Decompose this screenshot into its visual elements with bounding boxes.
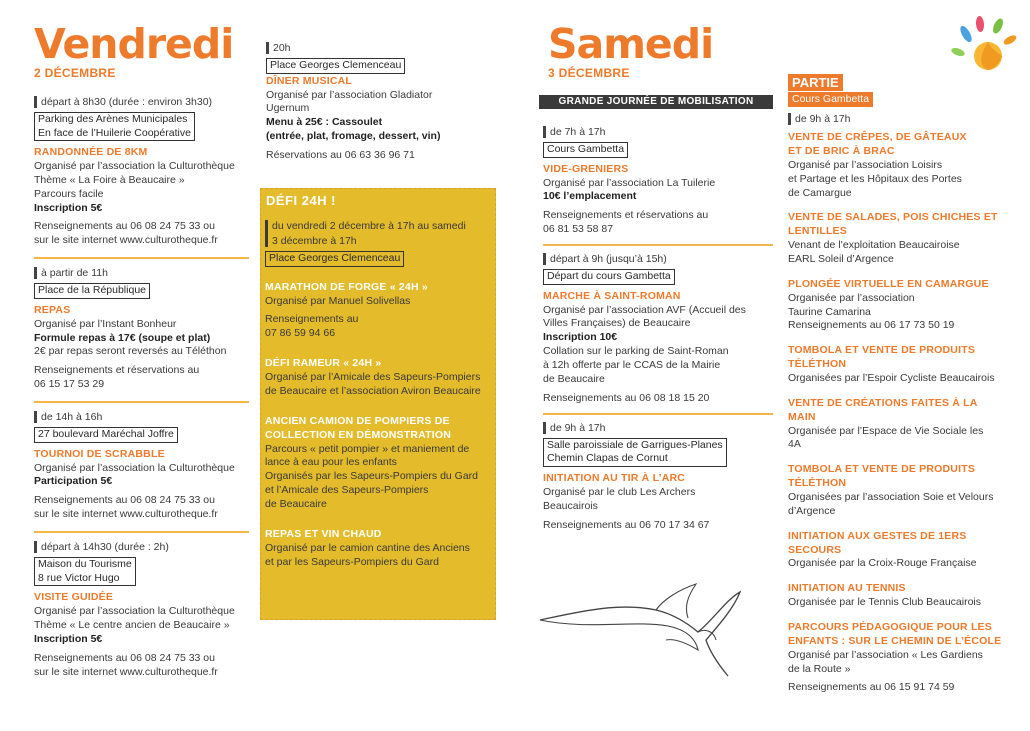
event-price: Participation 5€: [34, 475, 113, 488]
diner-menu-2: (entrée, plat, fromage, dessert, vin): [266, 130, 441, 143]
event-place-line: Salle paroissiale de Garrigues-Planes: [547, 438, 723, 451]
event-item: [34, 411, 249, 522]
partie-item-line: Organisé par l’association Loisirs: [788, 158, 943, 171]
partie-item: [788, 131, 1003, 200]
partie-item-line: Venant de l’exploitation Beaucairoise: [788, 239, 960, 252]
event-time: départ à 9h (jusqu’à 15h): [543, 253, 773, 265]
defi-item-line: lance à eau pour les enfants: [265, 456, 397, 469]
event-line: Thème « Le centre ancien de Beaucaire »: [34, 619, 230, 632]
partie-location: Cours Gambetta: [788, 92, 873, 107]
partie-item: [788, 397, 1003, 452]
partie-tag: PARTIE: [788, 74, 843, 91]
event-contact: 06 81 53 58 87: [543, 223, 614, 236]
defi-item-line: Organisé par le camion cantine des Anciens: [265, 541, 470, 554]
defi-item-heading: COLLECTION EN DÉMONSTRATION: [265, 428, 452, 441]
partie-item: [788, 621, 1003, 695]
event-contact: Renseignements au 06 08 18 15 20: [543, 391, 710, 404]
partie-item-line: de la Route »: [788, 662, 851, 675]
event-price: Formule repas à 17€ (soupe et plat): [34, 331, 211, 344]
event-time: à partir de 11h: [34, 267, 249, 279]
defi-time-1: du vendredi 2 décembre à 17h au samedi: [272, 220, 466, 232]
defi-place: Place Georges Clemenceau: [265, 251, 404, 267]
event-heading: REPAS: [34, 303, 71, 316]
event-contact: Renseignements au 06 08 24 75 33 ou: [34, 494, 215, 507]
partie-item-heading: PLONGÉE VIRTUELLE EN CAMARGUE: [788, 277, 989, 290]
partie-item-line: Organisées par l’Espoir Cycliste Beaucairois: [788, 371, 995, 384]
partie-item-heading: INITIATION AU TENNIS: [788, 582, 906, 595]
event-heading: TOURNOI DE SCRABBLE: [34, 447, 165, 460]
partie-item-heading: VENTE DE SALADES, POIS CHICHES ET: [788, 211, 998, 224]
event-line: à 12h offerte par le CCAS de la Mairie: [543, 359, 721, 371]
partie-item: [788, 344, 1003, 386]
event-separator: [34, 401, 249, 403]
event-separator: [543, 244, 773, 246]
event-separator: [34, 257, 249, 259]
defi-item-line: 07 86 59 94 66: [265, 327, 336, 340]
samedi-column: [543, 126, 773, 532]
defi-item-line: et par les Sapeurs-Pompiers du Gard: [265, 555, 439, 568]
event-line: Organisé par le club Les Archers: [543, 485, 696, 498]
partie-item: [788, 278, 1003, 333]
event-line: Organisé par l’association AVF (Accueil des: [543, 303, 746, 316]
samedi-events: [543, 126, 773, 532]
mobilisation-banner: GRANDE JOURNÉE DE MOBILISATION: [539, 95, 773, 109]
partie-item-heading: TOMBOLA ET VENTE DE PRODUITS: [788, 344, 976, 357]
partie-item-heading: MAIN: [788, 410, 816, 423]
partie-item-line: de Camargue: [788, 186, 852, 199]
event-place: [34, 557, 136, 586]
event-place-line: Place de la République: [38, 284, 146, 297]
event-line: Organisé par l’association La Tuilerie: [543, 176, 716, 189]
telethon-sun-logo-icon: [948, 14, 1018, 84]
partie-items: [788, 131, 1003, 695]
partie-item-line: 4A: [788, 438, 801, 451]
partie-item-line: Organisée par la Croix-Rouge Française: [788, 557, 977, 570]
event-line: Organisé par l’association la Culturothèque: [34, 160, 235, 173]
vendredi-events: [34, 96, 249, 680]
defi-item-heading: REPAS ET VIN CHAUD: [265, 527, 382, 540]
event-place-line: Parking des Arènes Municipales: [38, 112, 188, 125]
defi-item-line: et l’Amicale des Sapeurs-Pompiers: [265, 484, 429, 497]
event-item: [543, 253, 773, 406]
event-price: Inscription 5€: [34, 201, 103, 214]
partie-item: [788, 530, 1003, 572]
event-item: [543, 422, 773, 533]
event-place: [34, 112, 195, 141]
diner-heading: DÎNER MUSICAL: [266, 74, 353, 87]
diner-line-2: Ugernum: [266, 102, 310, 115]
partie-item-line: Renseignements au 06 17 73 50 19: [788, 319, 955, 332]
partie-item-heading: TOMBOLA ET VENTE DE PRODUITS: [788, 463, 976, 476]
defi-item-heading: DÉFI RAMEUR « 24H »: [265, 357, 382, 370]
defi-time-2: 3 décembre à 17h: [272, 235, 357, 248]
event-contact: sur le site internet www.culturotheque.fr: [34, 508, 218, 521]
defi-item-line: de Beaucaire: [265, 497, 327, 510]
event-line: Beaucairois: [543, 499, 598, 512]
partie-column: [788, 113, 1003, 706]
event-time: départ à 8h30 (durée : environ 3h30): [34, 96, 249, 108]
partie-item-line: et Partage et les Hôpitaux des Portes: [788, 172, 962, 185]
samedi-header: [548, 20, 778, 82]
event-heading: INITIATION AU TIR À L’ARC: [543, 471, 686, 484]
partie-item-heading: ENFANTS : SUR LE CHEMIN DE L’ÉCOLE: [788, 634, 1002, 647]
event-line: Organisé par l’association la Culturothèque: [34, 461, 235, 474]
event-place: [34, 427, 178, 443]
partie-item-heading: INITIATION AUX GESTES DE 1ERS SECOURS: [788, 529, 967, 556]
defi-item-line: Organisés par les Sapeurs-Pompiers du Gard: [265, 470, 479, 483]
samedi-title: Samedi: [548, 20, 714, 68]
defi-items: [265, 281, 493, 570]
event-heading: VIDE-GRENIERS: [543, 162, 629, 175]
partie-item: [788, 211, 1003, 266]
diner-place: Place Georges Clemenceau: [266, 58, 405, 74]
diner-line-1: Organisé par l’association Gladiator: [266, 88, 433, 101]
diner-block: [266, 42, 496, 163]
partie-item-line: Organisées par l’association Soie et Velours: [788, 490, 994, 503]
event-line: Thème « La Foire à Beaucaire »: [34, 173, 185, 186]
partie-item-line: Organisé par l’association « Les Gardiens: [788, 648, 983, 661]
samedi-date: 3 DÉCEMBRE: [548, 66, 630, 80]
event-item: [34, 267, 249, 392]
diner-info: Réservations au 06 63 36 96 71: [266, 149, 415, 161]
event-contact: sur le site internet www.culturotheque.fr: [34, 665, 218, 678]
vendredi-date: 2 DÉCEMBRE: [34, 66, 116, 80]
partie-item-heading: VENTE DE CRÉATIONS FAITES À LA: [788, 396, 978, 409]
event-line: Organisé par l’Instant Bonheur: [34, 317, 177, 330]
bird-line-drawing-icon: [538, 560, 758, 680]
defi-item-line: Organisé par Manuel Solivellas: [265, 294, 411, 307]
partie-item-heading: TÉLÉTHON: [788, 477, 847, 490]
event-line: 2€ par repas seront reversés au Téléthon: [34, 345, 227, 358]
event-place: [543, 438, 727, 467]
event-heading: MARCHE À SAINT-ROMAN: [543, 289, 681, 302]
diner-time: 20h: [266, 42, 496, 54]
event-line: Parcours facile: [34, 187, 104, 200]
defi-content: [265, 220, 493, 585]
event-place: [543, 269, 675, 285]
event-time: départ à 14h30 (durée : 2h): [34, 541, 249, 553]
event-contact: Renseignements et réservations au: [543, 209, 709, 222]
event-item: [543, 126, 773, 237]
partie-item-line: Renseignements au 06 15 91 74 59: [788, 681, 955, 694]
event-time: de 14h à 16h: [34, 411, 249, 423]
event-place-line: Cours Gambetta: [547, 143, 625, 156]
event-separator: [34, 531, 249, 533]
partie-item-line: Organisée par l’association: [788, 291, 915, 304]
partie-item: [788, 463, 1003, 518]
defi-item-line: Parcours « petit pompier » et maniement de: [265, 442, 470, 455]
defi-tag: DÉFI 24H !: [263, 192, 339, 209]
event-place-line: Chemin Clapas de Cornut: [547, 452, 668, 465]
event-place-line: Départ du cours Gambetta: [547, 270, 671, 283]
partie-item-line: Organisée par l’Espace de Vie Sociale les: [788, 424, 984, 437]
event-line: de Beaucaire: [543, 372, 605, 385]
event-contact: 06 15 17 53 29: [34, 378, 105, 391]
event-line: Villes Françaises) de Beaucaire: [543, 317, 691, 330]
event-contact: Renseignements et réservations au: [34, 364, 200, 377]
event-place: [543, 142, 628, 158]
event-separator: [543, 413, 773, 415]
event-item: [34, 96, 249, 248]
partie-item-heading: VENTE DE CRÊPES, DE GÂTEAUX: [788, 131, 967, 144]
event-time: de 9h à 17h: [543, 422, 773, 434]
defi-item-line: Organisé par l’Amicale des Sapeurs-Pompiers: [265, 371, 481, 384]
event-price: Inscription 10€: [543, 331, 618, 344]
vendredi-column: [34, 20, 249, 680]
partie-item-line: Taurine Camarina: [788, 305, 871, 318]
event-contact: sur le site internet www.culturotheque.fr: [34, 234, 218, 247]
partie-item-heading: ET DE BRIC À BRAC: [788, 144, 895, 157]
event-place-line: En face de l’Huilerie Coopérative: [38, 126, 191, 139]
event-heading: VISITE GUIDÉE: [34, 591, 114, 604]
event-line: Collation sur le parking de Saint-Roman: [543, 345, 729, 358]
defi-item: [265, 281, 493, 341]
event-heading: RANDONNÉE DE 8KM: [34, 146, 148, 159]
event-place-line: 27 boulevard Maréchal Joffre: [38, 428, 174, 441]
partie-item-heading: LENTILLES: [788, 225, 847, 238]
partie-item-heading: PARCOURS PÉDAGOGIQUE POUR LES: [788, 620, 992, 633]
partie-item-line: EARL Soleil d’Argence: [788, 252, 894, 265]
event-place: [34, 283, 150, 299]
partie-item: [788, 582, 1003, 610]
defi-item-heading: ANCIEN CAMION DE POMPIERS DE: [265, 414, 450, 427]
partie-item-heading: TÉLÉTHON: [788, 358, 847, 371]
defi-item: [265, 415, 493, 512]
event-price: Inscription 5€: [34, 632, 103, 645]
event-place-line: Maison du Tourisme: [38, 558, 132, 571]
event-contact: Renseignements au 06 70 17 34 67: [543, 518, 710, 531]
event-contact: Renseignements au 06 08 24 75 33 ou: [34, 651, 215, 664]
event-line: Organisé par l’association la Culturothèque: [34, 605, 235, 618]
diner-menu-1: Menu à 25€ : Cassoulet: [266, 116, 383, 129]
vendredi-title: Vendredi: [34, 20, 234, 68]
defi-item-line: Renseignements au: [265, 313, 359, 326]
defi-item-line: de Beaucaire et l’association Aviron Beaucaire: [265, 384, 481, 397]
partie-item-line: Organisée par le Tennis Club Beaucairois: [788, 596, 981, 609]
event-time: de 7h à 17h: [543, 126, 773, 138]
event-place-line: 8 rue Victor Hugo: [38, 571, 120, 584]
defi-item-heading: MARATHON DE FORGE « 24H »: [265, 280, 428, 293]
defi-item: [265, 357, 493, 399]
partie-item-line: d’Argence: [788, 504, 836, 517]
event-price: 10€ l’emplacement: [543, 190, 637, 203]
event-item: [34, 541, 249, 680]
defi-time: [265, 220, 493, 247]
partie-time: de 9h à 17h: [788, 113, 1003, 125]
event-contact: Renseignements au 06 08 24 75 33 ou: [34, 220, 215, 233]
defi-item: [265, 528, 493, 570]
